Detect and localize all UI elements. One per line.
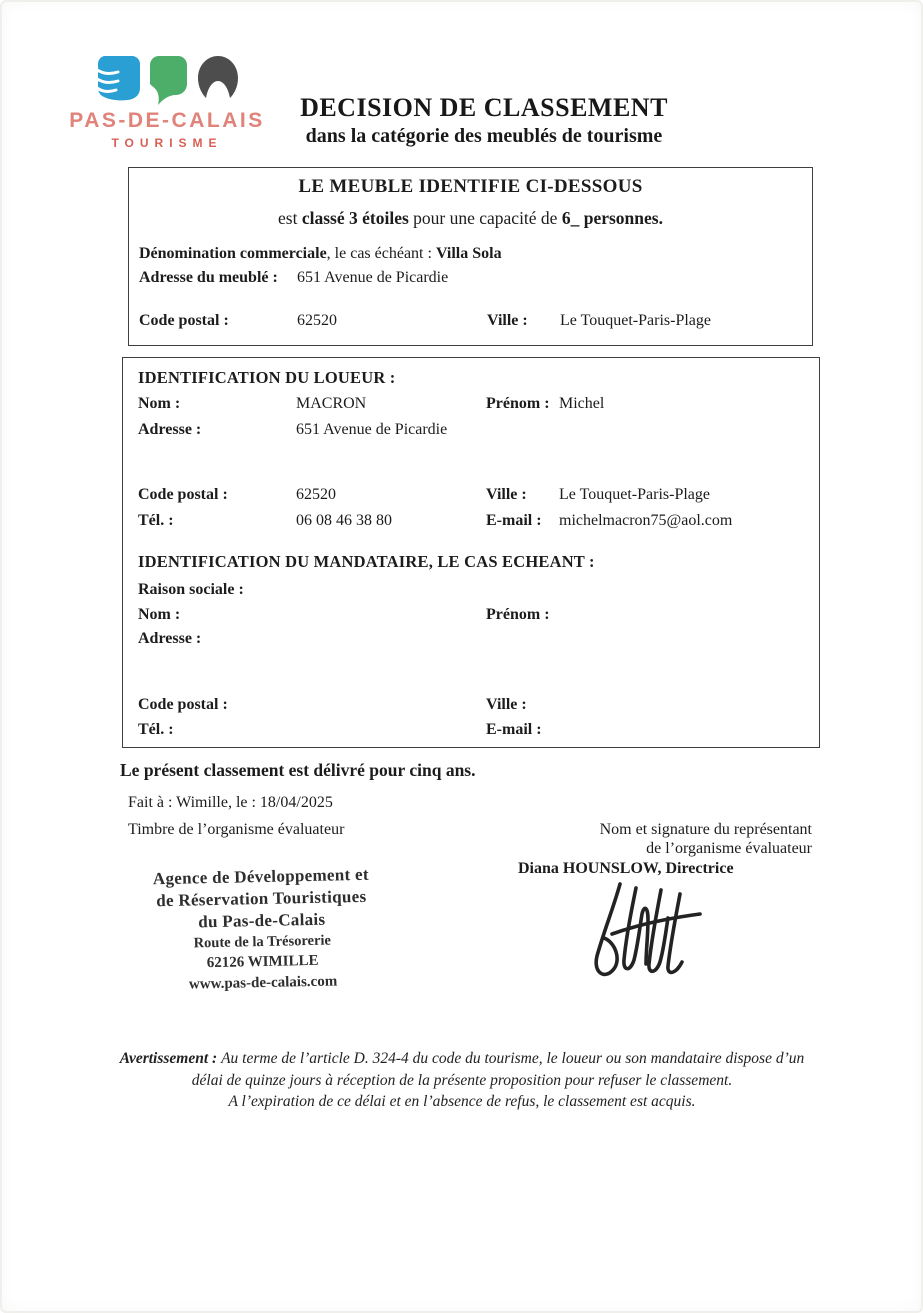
classification-line [129,208,812,229]
identification-box [122,357,820,748]
signature-caption-line1: Nom et signature du représentant [599,821,812,838]
waves-icon [96,56,140,100]
stamp-caption: Timbre de l’organisme évaluateur [128,821,345,838]
loueur-email-value: michelmacron75@aol.com [559,512,733,529]
loueur-tel-value: 06 08 46 38 80 [296,512,392,529]
signatory-name: Diana HOUNSLOW, Directrice [518,860,734,877]
meuble-adresse-label: Adresse du meublé : [139,269,278,286]
meuble-box [128,167,813,346]
arch-icon [198,56,238,98]
mandataire-cp-ville-row [123,695,811,715]
legal-disclaimer [90,1048,834,1113]
mandataire-email-value [559,720,811,740]
meuble-adresse-row [129,268,804,288]
mandataire-nom-value [296,605,486,625]
mandataire-cp-label: Code postal : [138,696,228,713]
loueur-cp-ville-row [123,485,811,505]
document-subtitle: dans la catégorie des meublés de tourisme [305,125,663,147]
capacity-value: 6 [561,208,571,228]
denomination-row [129,244,804,264]
mandataire-raison-row [123,580,811,600]
loueur-adresse-row [123,420,811,440]
loueur-section-title: IDENTIFICATION DU LOUEUR : [138,368,396,387]
issued-at-line: Fait à : Wimille, le : 18/04/2025 [128,794,333,811]
logo-name: PAS-DE-CALAIS [69,109,265,132]
document-title: DECISION DE CLASSEMENT [300,93,668,122]
loueur-prenom-label: Prénom : [486,395,550,412]
mandataire-nom-label: Nom : [138,606,181,623]
logo-subtitle: TOURISME [111,136,223,150]
loueur-nom-row [123,394,811,414]
class-prefix: est [278,208,302,228]
meuble-cp-ville-row [129,311,804,331]
signature-caption-line2: de l’organisme évaluateur [646,840,812,857]
validity-statement: Le présent classement est délivré pour cinq ans. [120,760,476,780]
meuble-cp-value: 62520 [297,312,337,329]
loueur-adresse-label: Adresse : [138,421,202,438]
class-suffix: personnes. [579,208,663,228]
class-stars: classé 3 étoiles [301,208,409,228]
stamp-line: Agence de Développement et [152,864,370,889]
loueur-email-label: E-mail : [486,512,542,529]
meuble-box-title: LE MEUBLE IDENTIFIE CI-DESSOUS [298,176,643,197]
pas-de-calais-logo [60,54,274,150]
mandataire-prenom-label: Prénom : [486,606,550,623]
class-mid: pour une capacité de [408,208,562,228]
comma-icon [150,56,187,105]
handwritten-signature [584,874,714,996]
loueur-ville-label: Ville : [486,486,527,503]
mandataire-email-label: E-mail : [486,721,542,738]
loueur-adresse-value: 651 Avenue de Picardie [296,421,448,438]
disclaimer-line2: délai de quinze jours à réception de la présente proposition pour refuser le classement. [191,1071,733,1089]
mandataire-raison-label: Raison sociale : [138,581,244,598]
mandataire-tel-value [296,720,486,740]
loueur-tel-label: Tél. : [138,512,174,529]
mandataire-adresse-label: Adresse : [138,630,202,647]
denomination-label: Dénomination commerciale [139,245,327,262]
mandataire-adresse-row [123,629,811,649]
loueur-ville-value: Le Touquet-Paris-Plage [559,486,710,503]
meuble-ville-label: Ville : [487,312,528,329]
stamp-line: de Réservation Touristiques [156,886,367,911]
denomination-mid: , le cas échéant : [326,245,436,262]
loueur-prenom-value: Michel [559,395,605,412]
disclaimer-label: Avertissement : [119,1050,222,1067]
agency-stamp [115,863,410,997]
loueur-tel-email-row [123,511,811,531]
mandataire-section-title: IDENTIFICATION DU MANDATAIRE, LE CAS ECHEANT : [138,552,595,571]
loueur-cp-value: 62520 [296,486,336,503]
document-header [278,93,690,148]
disclaimer-line1: Au terme de l’article D. 324-4 du code du tourisme, le loueur ou son mandataire dispose d’un [221,1050,805,1067]
mandataire-cp-value [296,695,486,715]
loueur-nom-value: MACRON [296,395,367,412]
meuble-ville-value: Le Touquet-Paris-Plage [560,312,711,329]
mandataire-tel-email-row [123,720,811,740]
mandataire-ville-value [559,695,811,715]
stamp-line: du Pas-de-Calais [198,909,326,932]
mandataire-prenom-value [559,605,811,625]
stamp-line: www.pas-de-calais.com [188,973,338,993]
stamp-line: 62126 WIMILLE [206,952,319,972]
disclaimer-line3: A l’expiration de ce délai et en l’absence de refus, le classement est acquis. [228,1093,696,1110]
loueur-cp-label: Code postal : [138,486,228,503]
mandataire-tel-label: Tél. : [138,721,174,738]
loueur-nom-label: Nom : [138,395,181,412]
stamp-line: Route de la Trésorerie [193,932,332,952]
capacity-underscore: _ [570,208,580,228]
denomination-value: Villa Sola [435,245,502,262]
meuble-cp-label: Code postal : [139,312,229,329]
mandataire-ville-label: Ville : [486,696,527,713]
mandataire-nom-row [123,605,811,625]
logo-shapes-icon [96,54,238,106]
signature-caption-block [518,820,812,878]
meuble-adresse-value: 651 Avenue de Picardie [297,269,449,286]
